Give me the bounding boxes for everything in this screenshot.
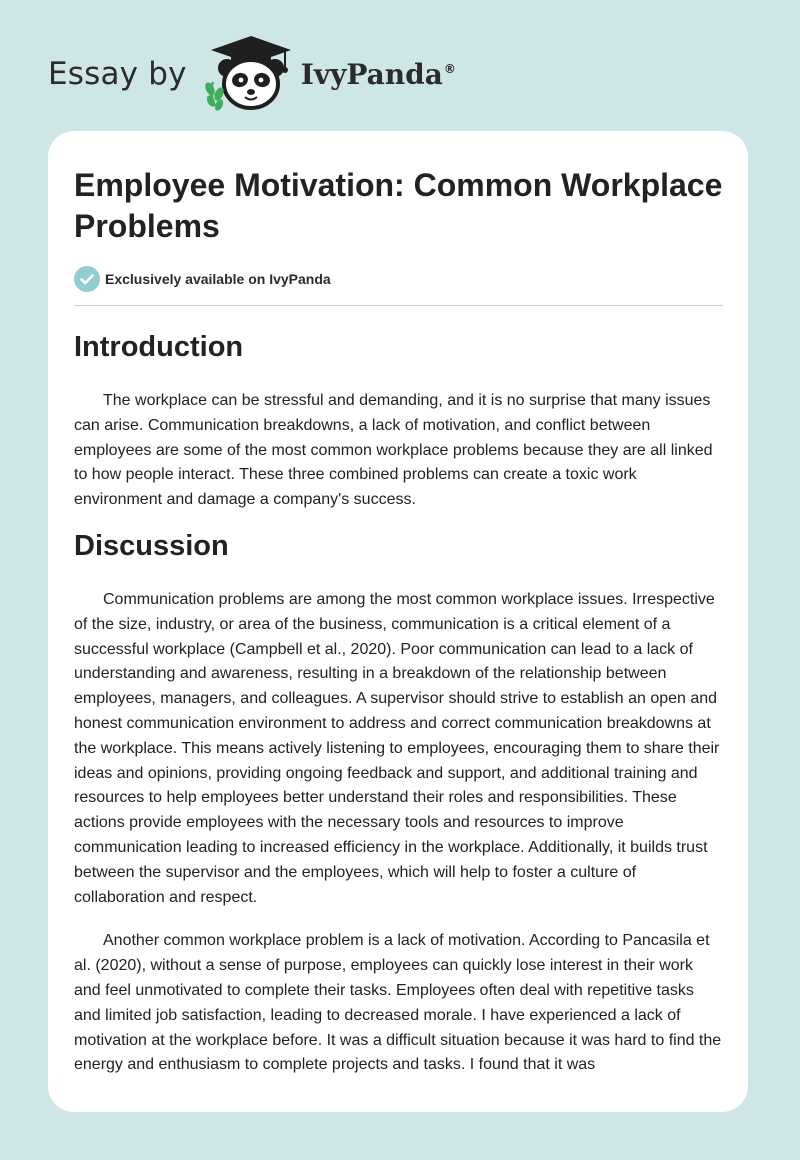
essay-card: [48, 131, 748, 1112]
introduction-paragraph: The workplace can be stressful and demanding, and it is no surprise that many issues can arise. Communication breakdowns, a lack of motivation, and conflict between employees are some of the most common workplace problems because they are all linked to how people interact. These three combined problems can create a toxic work environment and damage a company's success.: [74, 392, 713, 509]
exclusive-badge: [74, 266, 723, 292]
section-heading-introduction: Introduction: [74, 331, 244, 363]
page-title: Employee Motivation: Common Workplace Problems: [74, 167, 723, 244]
essay-by-label: Essay by: [48, 56, 187, 92]
site-header: [48, 34, 456, 114]
exclusive-badge-text: Exclusively available on IvyPanda: [105, 271, 331, 287]
check-circle-icon: [74, 266, 100, 292]
section-heading-discussion: Discussion: [74, 529, 229, 562]
brand-name[interactable]: [301, 58, 456, 91]
divider: [74, 305, 723, 306]
brand-name-text: IvyPanda: [300, 57, 443, 91]
essay-content: [74, 165, 723, 1078]
panda-graduate-logo-icon[interactable]: [205, 34, 297, 114]
registered-mark: ®: [443, 62, 456, 77]
discussion-paragraph-2: Another common workplace problem is a lack of motivation. According to Pancasila et al. (2020), without a sense of purpose, employees can quickly lose interest in their work and feel unmotivated to complete their tasks. Employees often deal with repetitive tasks and limited job satisfaction, leading to decreased morale. I have experienced a lack of motivation at the workplace before. It was a difficult situation because it was hard to find the energy and enthusiasm to complete projects and tasks. I found that it was: [74, 932, 722, 1074]
discussion-paragraph-1: Communication problems are among the most common workplace issues. Irrespective of the size, industry, or area of the business, communication is a critical element of a successful workplace (Campbell et al., 2020). Poor communication can lead to a lack of understanding and awareness, resulting in a breakdown of the relationship between employees, managers, and colleagues. A supervisor should strive to establish an open and honest communication environment to address and correct communication breakdowns at the workplace. This means actively listening to employees, encouraging them to share their ideas and opinions, providing ongoing feedback and support, and additional training and resources to help employees better understand their roles and responsibilities. These actions provide employees with the necessary tools and resources to improve communication leading to increased efficiency in the workplace. Additionally, it builds trust between the supervisor and the employees, which will help to foster a culture of collaboration and respect.: [74, 590, 720, 906]
